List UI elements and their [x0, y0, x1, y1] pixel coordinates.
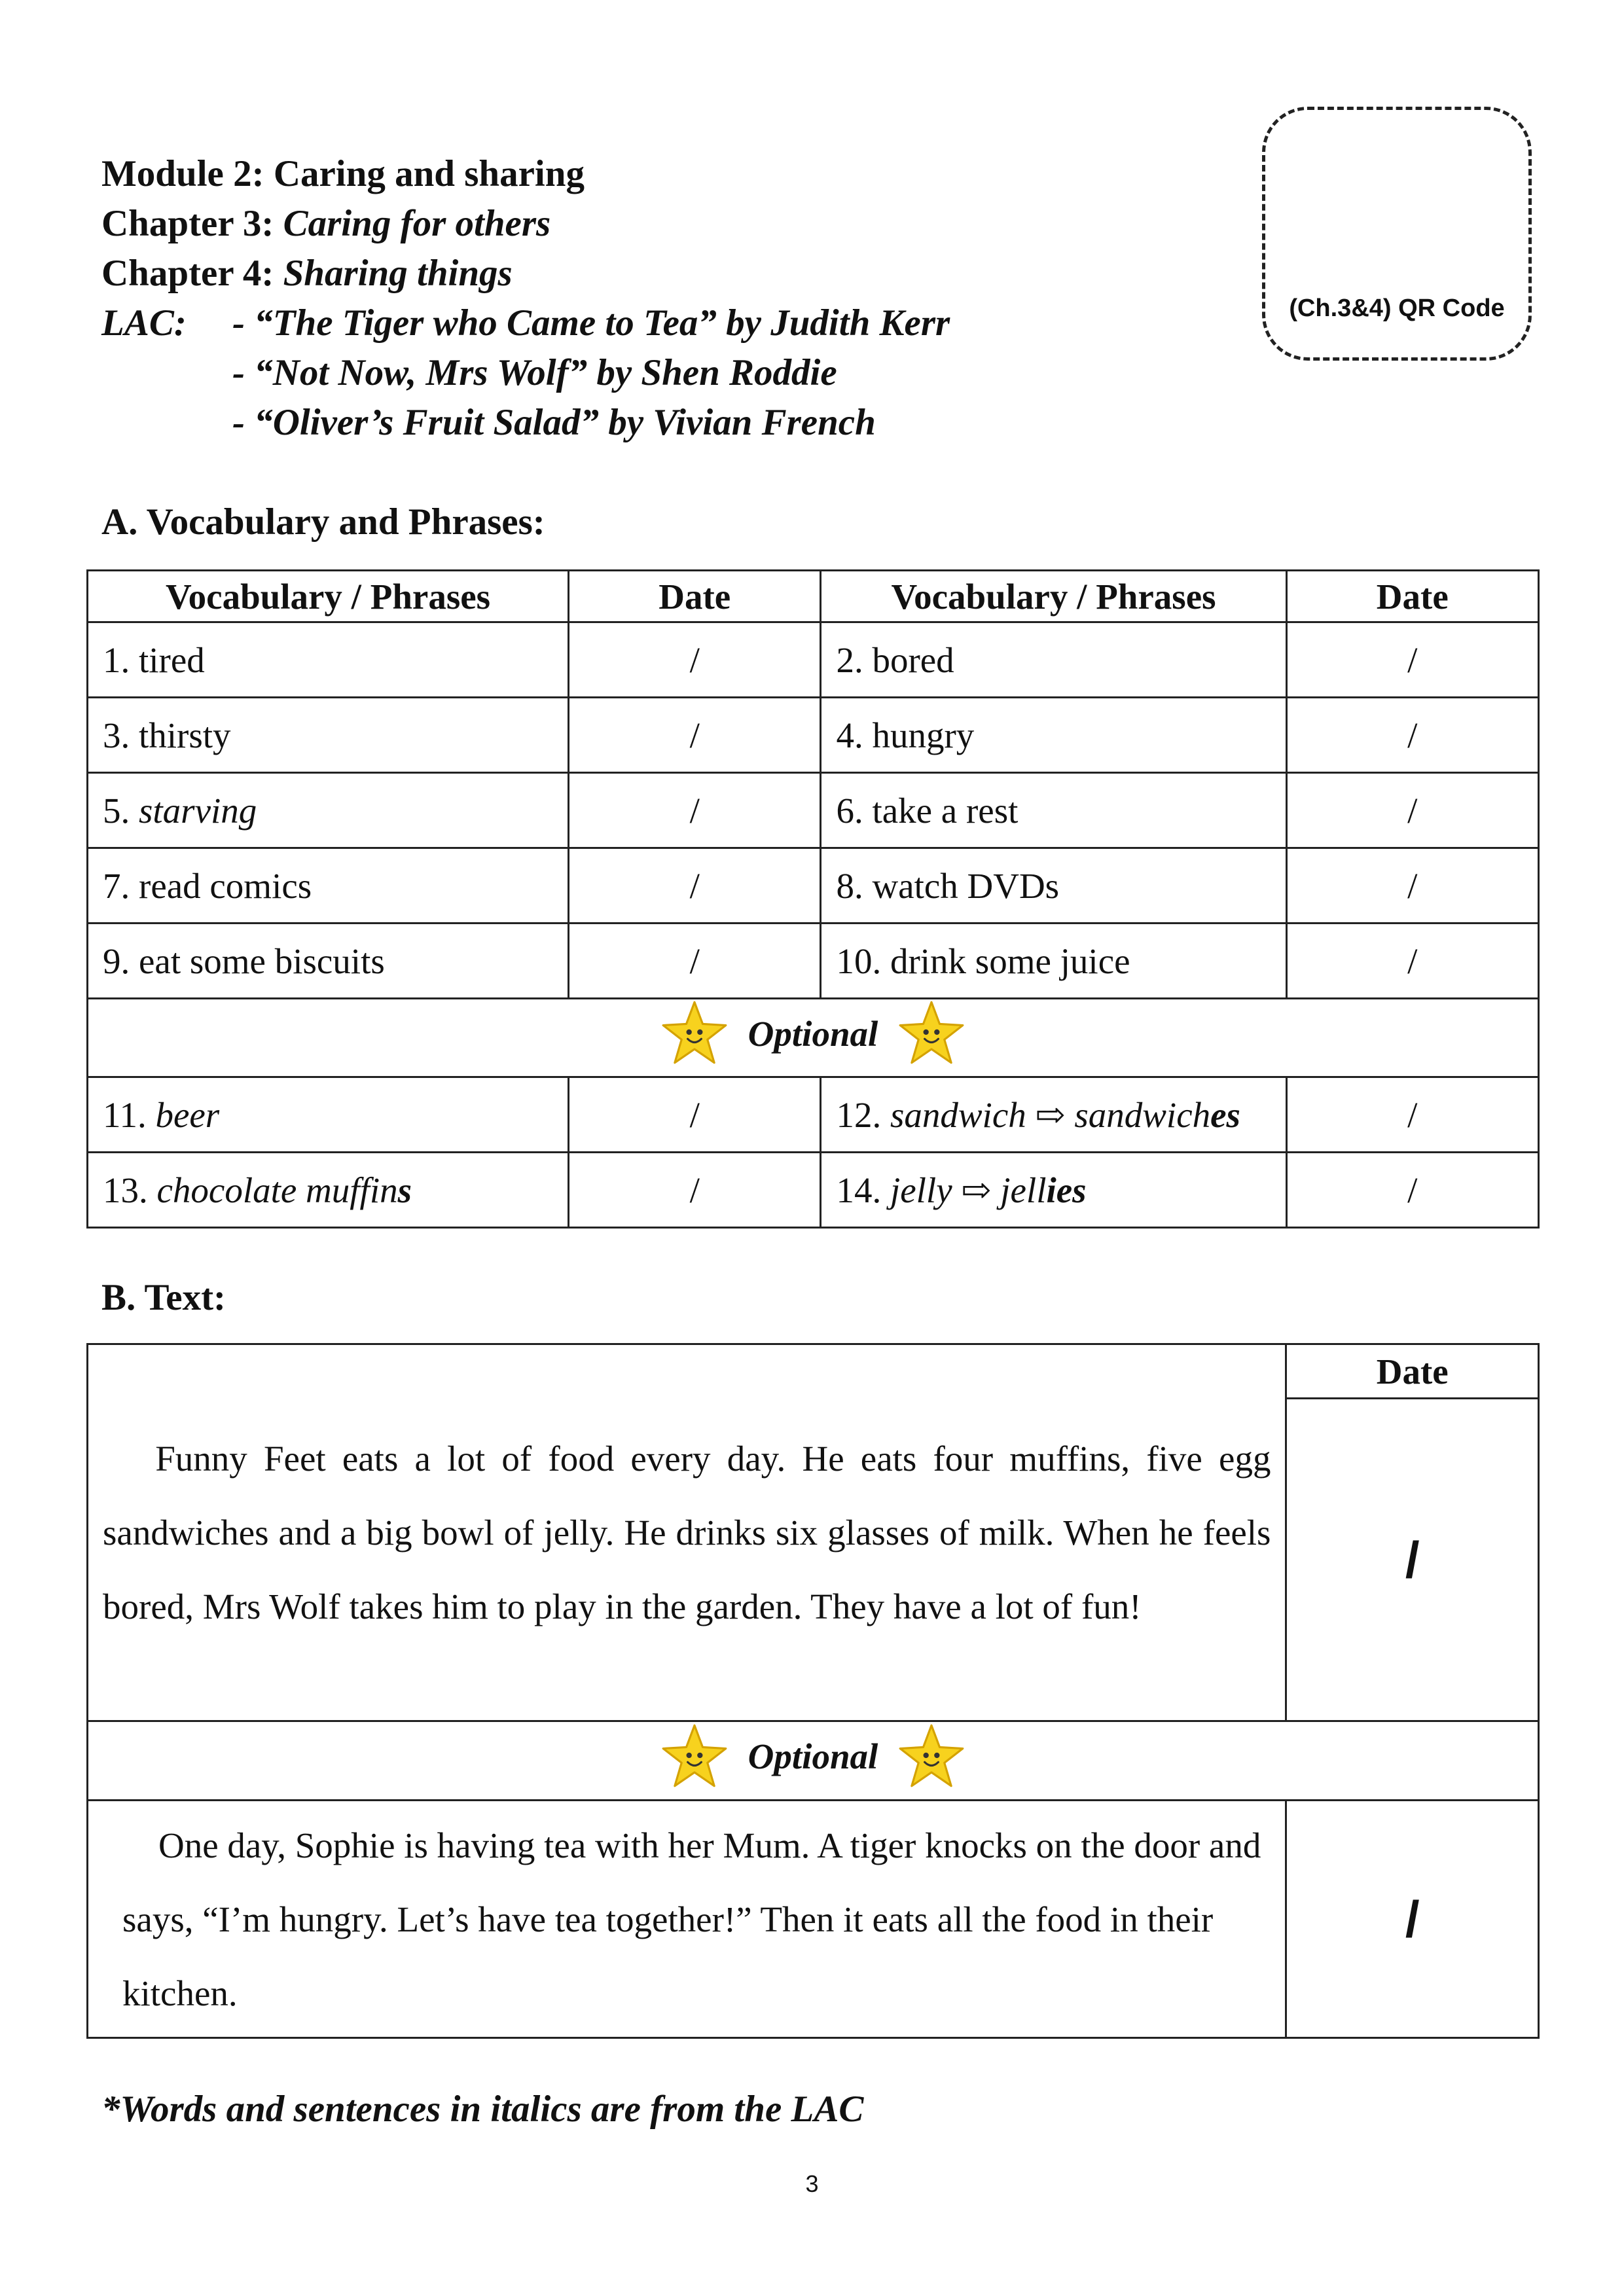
vocab-cell: 4. hungry	[821, 698, 1286, 773]
lac-item: - “Oliver’s Fruit Salad” by Vivian French	[232, 402, 876, 443]
table-row	[88, 1153, 1539, 1228]
vocab-cell: 5. starving	[88, 773, 569, 848]
optional-row	[88, 1721, 1539, 1801]
vocab-cell: 8. watch DVDs	[821, 848, 1286, 924]
vocab-cell: 6. take a rest	[821, 773, 1286, 848]
date-cell[interactable]: /	[1286, 924, 1538, 999]
vocab-cell: 3. thirsty	[88, 698, 569, 773]
module-title: Caring and sharing	[273, 153, 585, 194]
text-cell	[88, 1344, 1286, 1721]
vocab-cell: 2. bored	[821, 622, 1286, 698]
reading-paragraph-optional: One day, Sophie is having tea with her Mum. A tiger knocks on the door and says, “I’m hungry. Let’s have tea together!” Then it eats all the food in their kitchen.	[122, 1825, 1261, 2013]
lac-line-3	[101, 398, 950, 448]
chapter3-label: Chapter 3:	[101, 203, 274, 244]
date-cell[interactable]: /	[569, 1077, 821, 1153]
table-row	[88, 773, 1539, 848]
reading-paragraph: Funny Feet eats a lot of food every day. He eats four muffins, five egg sandwiches and a big bowl of jelly. He drinks six glasses of milk. When he feels bored, Mrs Wolf takes him to play in the garden. They have a lot of fun!	[103, 1439, 1271, 1626]
lac-item: - “Not Now, Mrs Wolf” by Shen Roddie	[232, 352, 837, 393]
chapter3-title: Caring for others	[283, 203, 551, 244]
date-cell[interactable]: /	[569, 1153, 821, 1228]
lac-item: - “The Tiger who Came to Tea” by Judith Kerr	[232, 302, 950, 344]
chapter4-title: Sharing things	[283, 253, 513, 294]
table-row	[88, 924, 1539, 999]
vocab-cell: 14. jelly ⇨ jellies	[821, 1153, 1286, 1228]
optional-row	[88, 999, 1539, 1077]
vocab-cell: 12. sandwich ⇨ sandwiches	[821, 1077, 1286, 1153]
smiley-star-icon	[660, 999, 729, 1067]
optional-label: Optional	[748, 1736, 878, 1776]
optional-label: Optional	[748, 1013, 878, 1054]
column-header: Vocabulary / Phrases	[88, 571, 569, 622]
smiley-star-icon	[660, 1723, 729, 1791]
vocab-cell: 1. tired	[88, 622, 569, 698]
arrow-icon: ⇨	[961, 1170, 992, 1210]
qr-code-label: (Ch.3&4) QR Code	[1289, 295, 1505, 322]
module-line	[101, 149, 950, 199]
chapter4-line	[101, 249, 950, 298]
chapter4-label: Chapter 4:	[101, 253, 274, 294]
table-row	[88, 848, 1539, 924]
date-cell[interactable]: /	[1286, 1153, 1538, 1228]
lac-line-1	[101, 298, 950, 348]
section-a-title: A. Vocabulary and Phrases:	[101, 501, 545, 543]
page-number: 3	[805, 2170, 819, 2197]
table-header-row	[88, 571, 1539, 622]
chapter-header	[101, 149, 950, 448]
vocab-cell: 9. eat some biscuits	[88, 924, 569, 999]
date-cell[interactable]: /	[569, 622, 821, 698]
column-header: Vocabulary / Phrases	[821, 571, 1286, 622]
date-cell[interactable]: /	[1286, 1801, 1539, 2038]
vocab-cell: 13. chocolate muffins	[88, 1153, 569, 1228]
table-row	[88, 1077, 1539, 1153]
table-row	[88, 622, 1539, 698]
arrow-icon: ⇨	[1035, 1095, 1066, 1135]
lac-label: LAC:	[101, 302, 187, 344]
date-cell[interactable]: /	[1286, 773, 1538, 848]
text-table	[86, 1343, 1540, 2039]
date-cell[interactable]: /	[1286, 1077, 1538, 1153]
column-header: Date	[569, 571, 821, 622]
date-cell[interactable]: /	[569, 924, 821, 999]
date-cell[interactable]: /	[1286, 698, 1538, 773]
lac-line-2	[101, 348, 950, 398]
text-cell	[88, 1801, 1286, 2038]
smiley-star-icon	[897, 999, 965, 1067]
date-cell[interactable]: /	[569, 773, 821, 848]
qr-code-placeholder	[1262, 107, 1532, 361]
date-header: Date	[1286, 1344, 1539, 1399]
module-label: Module 2:	[101, 153, 264, 194]
vocabulary-table	[86, 569, 1540, 1229]
smiley-star-icon	[897, 1723, 965, 1791]
date-cell[interactable]: /	[1286, 622, 1538, 698]
vocab-cell: 7. read comics	[88, 848, 569, 924]
date-cell[interactable]: /	[569, 848, 821, 924]
column-header: Date	[1286, 571, 1538, 622]
vocab-cell: 10. drink some juice	[821, 924, 1286, 999]
section-b-title: B. Text:	[101, 1277, 226, 1318]
footer-note: *Words and sentences in italics are from the LAC	[101, 2089, 864, 2130]
date-cell[interactable]: /	[569, 698, 821, 773]
vocab-cell: 11. beer	[88, 1077, 569, 1153]
date-cell[interactable]: /	[1286, 1399, 1539, 1721]
chapter3-line	[101, 199, 950, 249]
table-row	[88, 698, 1539, 773]
date-cell[interactable]: /	[1286, 848, 1538, 924]
